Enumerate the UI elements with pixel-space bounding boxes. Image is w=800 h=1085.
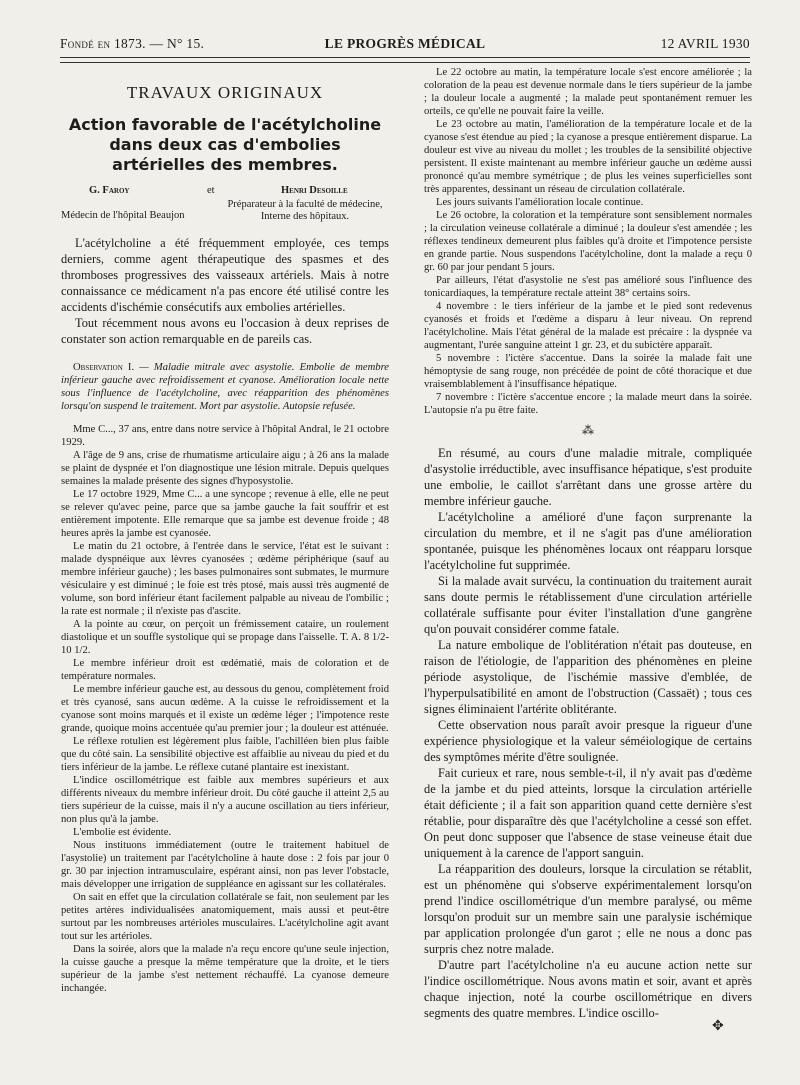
case-paragraph: Les jours suivants l'amélioration locale continue. xyxy=(436,197,644,208)
case-paragraph: Dans la soirée, alors que la malade n'a reçu encore qu'une seule injection, la cuisse gauche a presque la même température que la droite, et le tiers supérieur de la jambe s'est nettement réchauffé. La cyanose demeure inchangée. xyxy=(61,944,389,994)
case-paragraph: 7 novembre : l'ictère s'accentue encore ; la malade meurt dans la soirée. L'autopsie n'a pu être faite. xyxy=(424,392,752,416)
case-paragraph: Le 26 octobre, la coloration et la température sont sensiblement normales ; la circulation veineuse collatérale a diminué ; la douleur s'est amendée ; les réflexes tendineux demeurent plus faibles qu'à droite et l'impotence persiste en grande partie. Nous suspendons l'acétylcholine, dont la malade a reçu 0 gr. 60 par jour pendant 5 jours. xyxy=(424,210,752,273)
right-column xyxy=(424,66,752,1076)
case-report-continued xyxy=(424,66,752,417)
intro-paragraph: L'acétylcholine a été fréquemment employée, ces temps derniers, comme agent thérapeutique des spasmes et des thromboses progressives des vaisseaux artériels. Mais à notre connaissance ce médicament n'a pas encore été utilisé contre les accidents d'ischémie consécutifs aux embolies artérielles. xyxy=(61,236,389,314)
observation-heading xyxy=(61,361,389,413)
conclusion-paragraph: Fait curieux et rare, nous semble-t-il, il n'y avait pas d'œdème de la jambe et du pied atteints, lorsque la circulation artérielle était déficiente ; il a fait son apparition quand cette dernière s'est rétablie, pour disparaître dès que l'acétylcholine a cessé son effet. On peut donc supposer que l'absence de stase veineuse était due uniquement à la carence de l'apport sanguin. xyxy=(424,766,752,860)
author-conjunction: et xyxy=(207,185,215,196)
header-founded: Fondé en 1873. — N° 15. xyxy=(60,36,205,51)
conclusion-paragraph: Cette observation nous paraît avoir presque la rigueur d'une expérience physiologique et la valeur séméiologique de certains des symptômes mérite d'être soulignée. xyxy=(424,718,752,764)
conclusion-paragraph: L'acétylcholine a amélioré d'une façon surprenante la circulation du membre, et il ne s'agit pas d'une amélioration spontanée, puisque les phénomènes locaux ont réapparu lorsque l'acétylcholine fut supprimée. xyxy=(424,510,752,572)
affiliation-2: Préparateur à la faculté de médecine, Interne des hôpitaux. xyxy=(227,199,383,222)
case-paragraph: Par ailleurs, l'état d'asystolie ne s'est pas amélioré sous l'influence des tonicardiaques, la température rectale atteint 38° certains soirs. xyxy=(424,275,752,299)
conclusion-paragraph: En résumé, au cours d'une maladie mitrale, compliquée d'asystolie irréductible, avec insuffisance hépatique, s'est produite une embolie, le caillot s'arrêtant dans une grosse artère du membre inférieur gauche. xyxy=(424,446,752,508)
case-report xyxy=(61,423,389,995)
section-separator-asterism: ⁂ xyxy=(582,423,594,437)
conclusion-paragraph: Si la malade avait survécu, la continuation du traitement aurait sans doute permis le rétablissement d'une circulation artérielle collatérale suffisante pour éviter l'installation d'une gangrène qu'on pouvait considérer comme fatale. xyxy=(424,574,752,636)
running-header xyxy=(60,36,750,56)
observation-lead: Observation I. xyxy=(73,362,135,373)
case-paragraph: Le 17 octobre 1929, Mme C... a une syncope ; revenue à elle, elle ne peut se relever qu'avec peine, parce que sa jambe gauche la fait souffrir et est entièrement impotente. Elle remarque que sa jambe est devenue froide ; 48 heures après la jambe est cyanosée. xyxy=(61,489,389,539)
left-column xyxy=(61,66,389,1076)
page-ornament-icon: ✥ xyxy=(712,1019,724,1034)
conclusion-paragraph: D'autre part l'acétylcholine n'a eu aucune action nette sur l'indice oscillométrique. Nous avons matin et soir, avant et après chaque injection, noté la courbe oscillométrique en divers segments des quatre membres. L'indice oscillo- xyxy=(424,958,752,1020)
case-paragraph: A la pointe au cœur, on perçoit un frémissement cataire, un roulement diastolique et un souffle systolique qui se propage dans l'aisselle. T. A. 8 1/2-10 1/2. xyxy=(61,619,389,656)
case-paragraph: Le réflexe rotulien est légèrement plus faible, l'achilléen bien plus faible que du côté sain. La sensibilité objective est affaiblie au niveau du pied et du tiers inférieur de la jambe. Le réflexe cutané plantaire est inexistant. xyxy=(61,736,389,773)
case-paragraph: On sait en effet que la circulation collatérale se fait, non seulement par les petites artères individualisées anatomiquement, mais aussi et peut-être surtout par les nombreuses artérioles musculaires. L'acétylcholine agit avant tout sur les artérioles. xyxy=(61,892,389,942)
case-paragraph: Le membre inférieur droit est œdématié, mais de coloration et de température normales. xyxy=(61,658,389,682)
journal-title: LE PROGRÈS MÉDICAL xyxy=(324,36,486,51)
authors-block xyxy=(61,185,389,235)
affiliation-1: Médecin de l'hôpital Beaujon xyxy=(61,210,185,221)
observation-summary: — Maladie mitrale avec asystolie. Embolie de membre inférieur gauche avec refroidissement et cyanose. Amélioration locale nette sous l'influence de l'acétylcholine, avec réapparition des phénomènes lorsqu'on suspend le traitement. Mort par asystolie. Autopsie refusée. xyxy=(61,362,389,412)
conclusion-paragraph: La nature embolique de l'oblitération n'était pas douteuse, en raison de l'étiologie, de l'apparition des phénomènes en pleine période asystolique, de l'ischémie massive d'emblée, de l'hyperpulsatibilité en amont de l'obstruction (Cassaët) ; tous ces signes éliminaient l'artérite oblitérante. xyxy=(424,638,752,716)
author-2: Henri Desoille xyxy=(281,185,348,196)
header-rule-top xyxy=(60,57,750,58)
case-paragraph: Mme C..., 37 ans, entre dans notre service à l'hôpital Andral, le 21 octobre 1929. xyxy=(61,424,389,448)
case-paragraph: Le 22 octobre au matin, la température locale s'est encore améliorée ; la coloration de la peau est devenue normale dans le tiers supérieur de la jambe ; la douleur locale a augmenté ; la malade peut spontanément remuer les orteils, ce qu'elle ne pouvait faire la veille. xyxy=(424,67,752,117)
case-paragraph: L'embolie est évidente. xyxy=(73,827,172,838)
case-paragraph: Le matin du 21 octobre, à l'entrée dans le service, l'état est le suivant : malade dyspnéique aux lèvres cyanosées ; œdème périphérique (sauf au membre inférieur gauche) ; les bases pulmonaires sont submates, le murmure vésiculaire y est diminué ; le foie est très ptosé, mais aussi très augmenté de volume, son bord inférieur étant facilement palpable au niveau de l'ombilic ; la rate est normale ; il n'existe pas d'ascite. xyxy=(61,541,389,617)
case-paragraph: L'indice oscillométrique est faible aux membres supérieurs et aux différents niveaux du membre inférieur droit. Du côté gauche il atteint 2,5 au tiers supérieur de la cuisse, mais il n'y a aucune oscillation au tiers inférieur, non plus qu'à la jambe. xyxy=(61,775,389,825)
case-paragraph: Le membre inférieur gauche est, au dessous du genou, complètement froid et très cyanosé, sans aucun œdème. A la cuisse le refroidissement et la cyanose sont moins marqués et il existe un œdème léger ; l'impotence reste grande, quoique moins accentuée qu'au premier jour ; la douleur est atténuée. xyxy=(61,684,389,734)
case-paragraph: Le 23 octobre au matin, l'amélioration de la température locale et de la cyanose s'est étendue au pied ; la cyanose a presque entièrement disparue. La douleur est vive au niveau du mollet ; les troubles de la sensibilité objective persistent. Il existe maintenant au membre inférieur gauche un œdème aussi prononcé qu'au membre symétrique ; de plus les veines superficielles sont très apparentes, dessinant un réseau de circulation collatérale. xyxy=(424,119,752,195)
introduction xyxy=(61,235,389,347)
intro-paragraph: Tout récemment nous avons eu l'occasion à deux reprises de constater son action remarquable en de pareils cas. xyxy=(61,316,389,346)
article-title: Action favorable de l'acétylcholine dans deux cas d'embolies artérielles des membres. xyxy=(68,115,382,174)
case-paragraph: Nous instituons immédiatement (outre le traitement habituel de l'asystolie) un traitement par l'acétylcholine à haute dose : 2 fois par jour 0 gr. 30 par injection intramusculaire, espérant ainsi, non pas lever l'obstacle, mais développer une irrigation de suppléance en agissant sur les collatérales. xyxy=(61,840,389,890)
case-paragraph: 4 novembre : le tiers inférieur de la jambe et le pied sont redevenus cyanosés et froids et l'œdème a disparu à leur niveau. On reprend l'acétylcholine. Mais l'état général de la malade est précaire : la dyspnée va augmentant, l'urée sanguine atteint 1 gr. 23, et du subictère apparaît. xyxy=(424,301,752,351)
conclusion-paragraph: La réapparition des douleurs, lorsque la circulation se rétablit, est un phénomène qui s'observe expérimentalement lorsqu'on prend l'indice oscillométrique d'un membre paralysé, ou même lorsqu'on produit sur un membre sain une paralysie ischémique par application prolongée d'un garot ; elle ne nous a donc pas surpris chez notre malade. xyxy=(424,862,752,956)
case-paragraph: 5 novembre : l'ictère s'accentue. Dans la soirée la malade fait une hémoptysie de sang rouge, non précédée de point de côté thoracique et due vraisemblablement à l'insuffisance hépatique. xyxy=(424,353,752,390)
issue-date: 12 AVRIL 1930 xyxy=(660,36,750,51)
conclusion xyxy=(424,445,752,1021)
section-title: TRAVAUX ORIGINAUX xyxy=(126,83,324,102)
header-rule-bottom xyxy=(60,62,750,63)
case-paragraph: A l'âge de 9 ans, crise de rhumatisme articulaire aigu ; à 26 ans la malade se plaint de dyspnée et l'on diagnostique une lésion mitrale. Depuis quelques semaines la malade présente des signes d'hyposystolie. xyxy=(61,450,389,487)
author-1: G. Faroy xyxy=(89,185,130,196)
